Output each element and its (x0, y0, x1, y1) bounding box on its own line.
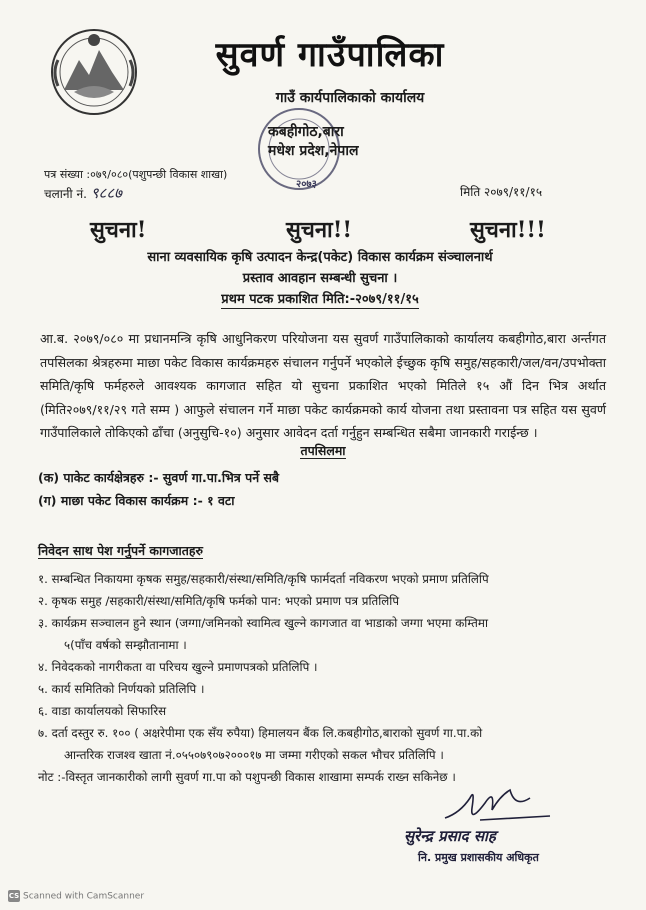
office-name: गाउँ कार्यपालिकाको कार्यालय (275, 90, 425, 106)
camscanner-watermark (8, 890, 144, 902)
list-item: ७. दर्ता दस्तुर रु. १०० ( अक्षरेपीमा एक सँय रुपैया) हिमालयन बैंक लि.कबहीगोठ,बाराको सुवर्ण गा.पा.को (38, 726, 483, 740)
list-item: ४. निवेदकको नागरीकता वा परिचय खुल्ने प्रमाणपत्रको प्रतिलिपि । (38, 660, 318, 674)
list-item: नोट :-विस्तृत जानकारीको लागी सुवर्ण गा.पा को पशुपन्छी विकास शाखामा सम्पर्क राख्न सकिनेछ । (38, 770, 456, 784)
schedule-heading-text: तपसिलमा (300, 443, 346, 458)
notice-word-3: सुचना!!! (470, 217, 546, 243)
list-item: २. कृषक समुह /सहकारी/संस्था/समिति/कृषि फर्मको पान: भएको प्रमाण पत्र प्रतिलिपि (38, 594, 400, 608)
documents-list (38, 568, 608, 788)
list-item: ५. कार्य समितिको निर्णयको प्रतिलिपि । (38, 682, 205, 696)
subject-line-1: साना व्यवसायिक कृषि उत्पादन केन्द्र(पकेट) विकास कार्यक्रम संञ्चालनार्थ (147, 250, 493, 265)
subject-publish-date (60, 289, 580, 307)
camscanner-text: Scanned with CamScanner (23, 891, 145, 902)
dispatch-label: चलानी नं. (44, 187, 87, 201)
schedule-list (38, 466, 279, 512)
letter-number: पत्र संख्या :०७९/०८०(पशुपन्छी विकास शाखा) (44, 168, 228, 181)
notice-word-2: सुचना!! (286, 217, 353, 243)
dispatch-value: ९८८७ (90, 184, 122, 202)
office-address-line2: मधेश प्रदेश,नेपाल (268, 143, 359, 159)
list-item: ६. वाडा कार्यालयको सिफारिस (38, 704, 167, 718)
letter-date: मिति २०७९/११/१५ (460, 185, 543, 199)
notice-word-1: सुचना! (90, 217, 147, 243)
list-item: (क) पाकेट कार्यक्षेत्रहरु :- सुवर्ण गा.पा.भित्र पर्ने सबै (38, 470, 280, 485)
list-item: ३. कार्यक्रम सञ्चालन हुने स्थान (जग्गा/जमिनको स्वामित्व खुल्ने कागजात वा भाडाको जग्गा भएमा कम्तिमा (38, 616, 488, 630)
signatory-name: सुरेन्द्र प्रसाद साह (404, 827, 496, 845)
publish-date-text: प्रथम पटक प्रकाशित मिति:-२०७९/११/१५ (221, 292, 419, 307)
signature-scribble-icon (440, 778, 560, 828)
camscanner-logo-icon: CS (8, 892, 20, 900)
stamp-year: २०७३ (296, 179, 317, 190)
documents-heading-text: निवेदन साथ पेश गर्नुपर्ने कागजातहरु (38, 543, 204, 558)
notice-paragraph: आ.ब. २०७९/०८० मा प्रधानमन्त्रि कृषि आधुनिकरण परियोजना यस सुवर्ण गाउँपालिकाको कार्यालय कबहीगोठ,बारा अर्न्तगत तपसिलका श्रेत्रहरुमा माछा पकेट विकास कार्यक्रमहरु संचालन गर्नुपर्ने भएकोले ईच्छुक कृषि समुह/सहकारी/जल/वन/उपभोक्ता समिति/कृषि फर्महरुले आवश्यक कागजात सहित यो सुचना प्रकाशित भएको मितिले १५ औं दिन भित्र अर्थात (मिति२०७९/११/२९ गते सम्म ) आफुले संचालन गर्ने माछा पकेट कार्यक्रमको कार्य योजना तथा प्रस्तावना पत्र सहित यस सुवर्ण गाउँपालिकाले तोकिएको ढाँचा (अनुसुचि-१०) अनुसार आवेदन दर्ता गर्नुहुन सम्बन्धित सबैमा जानकारी गराईन्छ । (40, 331, 606, 441)
list-item: आन्तरिक राजश्व खाता नं.०५५०७९०७२०००१७ मा जम्मा गरीएको सकल भौचर प्रतिलिपि । (64, 748, 444, 762)
signatory-title: नि. प्रमुख प्रशासकीय अधिकृत (418, 851, 539, 864)
schedule-heading (40, 442, 606, 459)
list-item: (ग) माछा पकेट विकास कार्यक्रम :- १ वटा (38, 493, 235, 508)
office-address-line1: कबहीगोठ,बारा (268, 124, 344, 140)
subject-line-2: प्रस्ताव आवहान सम्बन्धी सुचना । (242, 271, 398, 286)
nepal-emblem-icon (44, 20, 144, 120)
dispatch-number (44, 183, 122, 203)
municipality-title: सुवर्ण गाउँपालिका (215, 35, 445, 75)
documents-heading (38, 542, 203, 559)
list-item: १. सम्बन्धित निकायमा कृषक समुह/सहकारी/संस्था/समिति/कृषि फार्मदर्ता नविकरण भएको प्रमाण प्रतिलिपि (38, 572, 489, 586)
list-item: ५(पाँच वर्षको सम्झौतानामा । (64, 638, 187, 652)
